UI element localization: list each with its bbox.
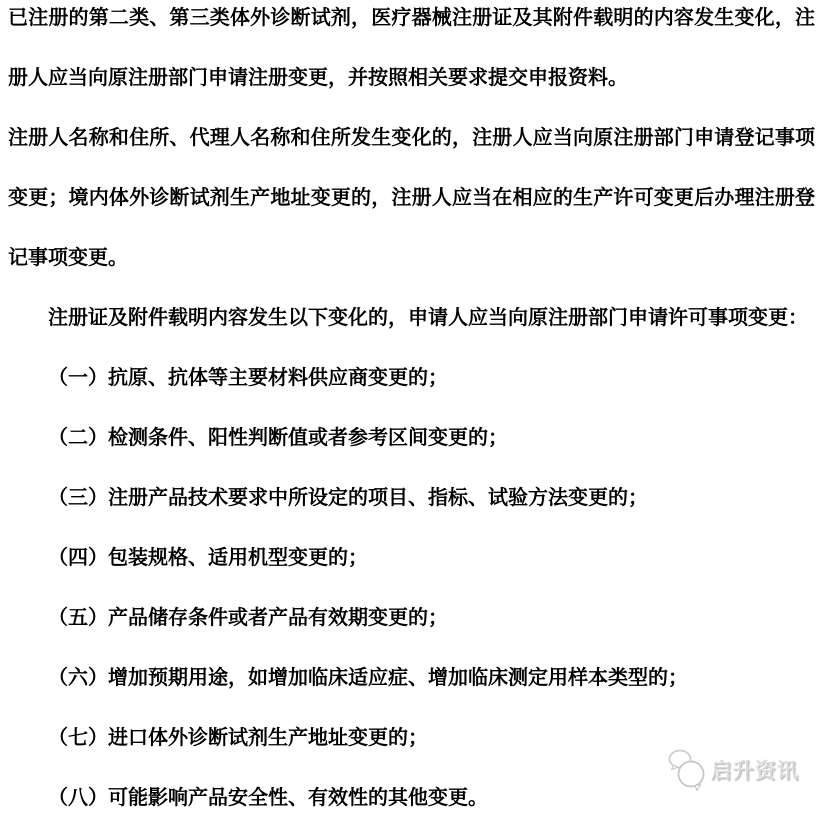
list-item: （八）可能影响产品安全性、有效性的其他变更。 bbox=[48, 787, 488, 809]
list-item: （七）进口体外诊断试剂生产地址变更的； bbox=[48, 727, 428, 749]
watermark-label: 启升资讯 bbox=[711, 759, 799, 783]
list-item: （六）增加预期用途，如增加临床适应症、增加临床测定用样本类型的； bbox=[48, 667, 688, 689]
list-item: （四）包装规格、适用机型变更的； bbox=[48, 547, 368, 569]
paragraph: 注册人名称和住所、代理人名称和住所发生变化的，注册人应当向原注册部门申请登记事项变更；境内体外诊断试剂生产地址变更的，注册人应当在相应的生产许可变更后办理注册登记事项变更。 bbox=[8, 127, 815, 269]
list-item: （五）产品储存条件或者产品有效期变更的； bbox=[48, 607, 448, 629]
paragraph: 注册证及附件载明内容发生以下变化的，申请人应当向原注册部门申请许可事项变更： bbox=[48, 307, 808, 329]
list-item: （一）抗原、抗体等主要材料供应商变更的； bbox=[48, 367, 448, 389]
document-content bbox=[8, 0, 815, 828]
list-item: （三）注册产品技术要求中所设定的项目、指标、试验方法变更的； bbox=[48, 487, 648, 509]
list-item: （二）检测条件、阳性判断值或者参考区间变更的； bbox=[48, 427, 508, 449]
paragraph: 已注册的第二类、第三类体外诊断试剂，医疗器械注册证及其附件载明的内容发生变化，注册人应当向原注册部门申请注册变更，并按照相关要求提交申报资料。 bbox=[8, 7, 815, 89]
